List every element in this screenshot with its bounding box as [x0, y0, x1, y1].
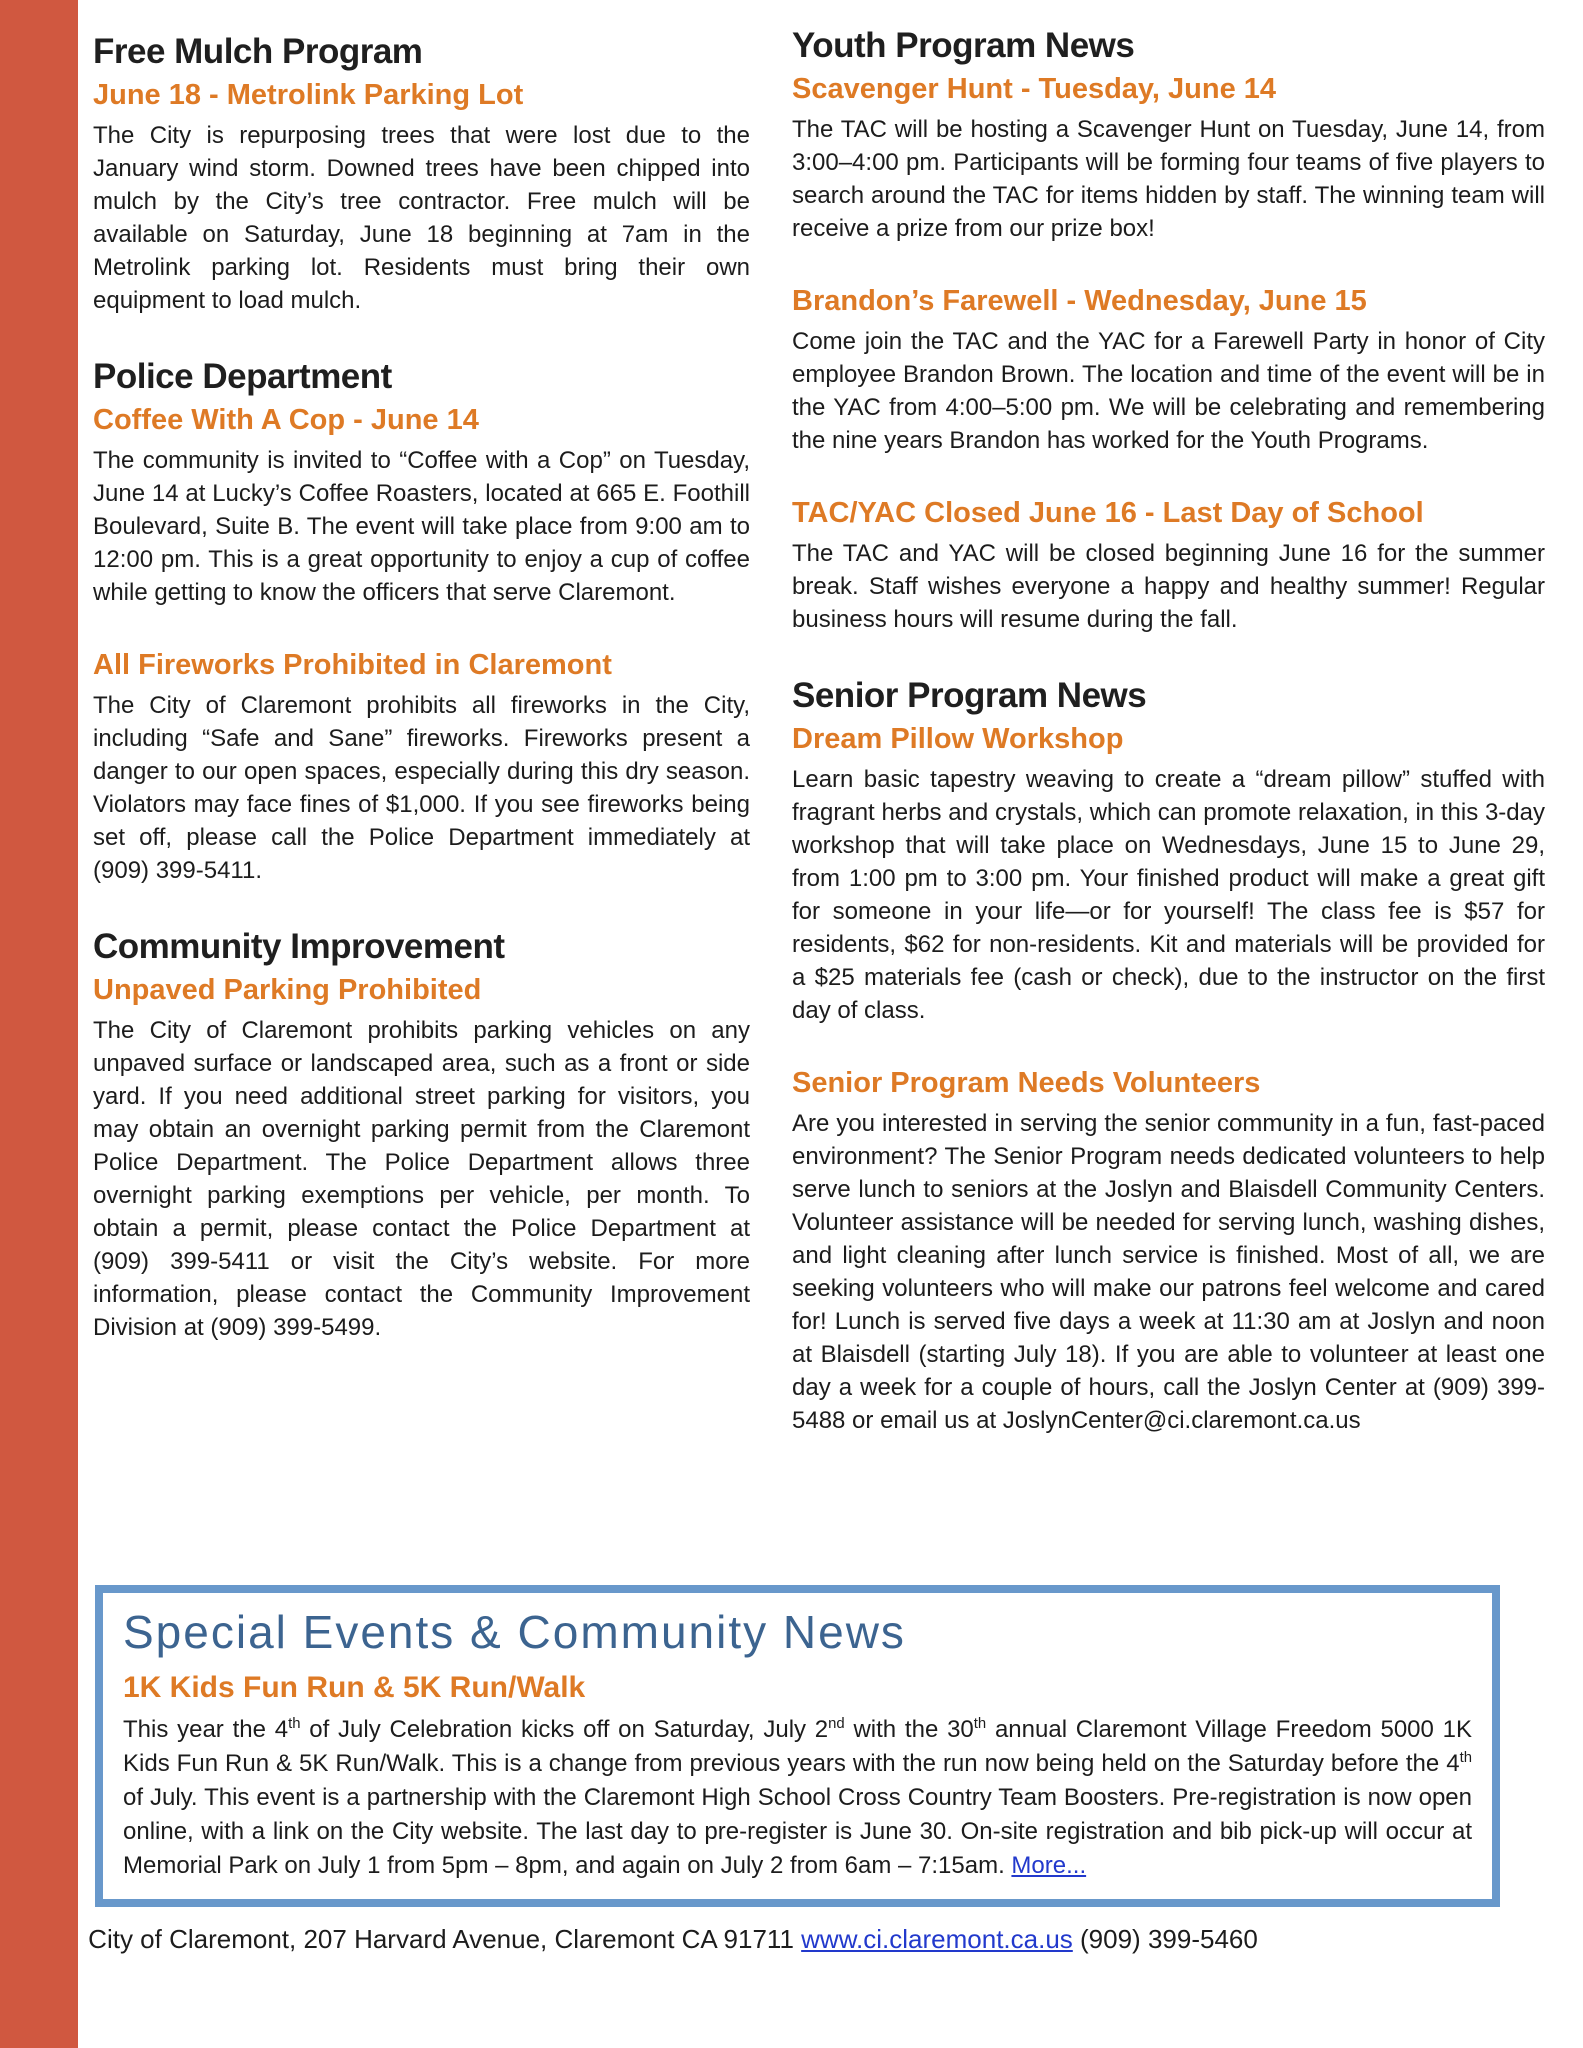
article-subheading: All Fireworks Prohibited in Claremont	[93, 649, 612, 681]
section-community-improvement	[93, 925, 750, 1344]
special-events-title: Special Events & Community News	[123, 1606, 906, 1658]
page-footer	[78, 1922, 1268, 1956]
article-body: The City of Claremont prohibits parking vehicles on any unpaved surface or landscaped area, such as a front or side yard. If you need additional street parking for visitors, you may obtain an overnight parking permit from the Claremont Police Department. The Police Department allows three overnight parking exemptions per vehicle, per month. To obtain a permit, please contact the Police Department at (909) 399-5411 or visit the City’s website. For more information, please contact the Community Improvement Division at (909) 399-5499.	[93, 1017, 750, 1341]
article-body: The City is repurposing trees that were lost due to the January wind storm. Downed trees have been chipped into mulch by the City’s tree contractor. Free mulch will be available on Saturday, June 18 beginning at 7am in the Metrolink parking lot. Residents must bring their own equipment to load mulch.	[93, 122, 750, 314]
section-heading: Community Improvement	[93, 927, 505, 966]
article-body: The City of Claremont prohibits all fireworks in the City, including “Safe and Sane” fireworks. Fireworks present a danger to our open spaces, especially during this dry season. Violators may face fines of $1,000. If you see fireworks being set off, please call the Police Department immediately at (909) 399-5411.	[93, 692, 750, 884]
section-fireworks-prohibited	[93, 647, 750, 887]
fun-run-body	[123, 1713, 1472, 1883]
more-link[interactable]: More...	[1011, 1852, 1087, 1879]
section-heading: Police Department	[93, 357, 392, 396]
ordinal-superscript: nd	[828, 1716, 845, 1732]
section-senior-volunteers	[792, 1065, 1545, 1437]
body-text-segment: of July. This event is a partnership with the Claremont High School Cross Country Team Boosters. Pre-registration is now open online, with a link on the City website. The last day to pre-register is June 30. On-site registration and bib pick-up will occur at Memorial Park on July 1 from 5pm – 8pm, and again on July 2 from 6am – 7:15am.	[123, 1784, 1472, 1879]
article-subheading: Unpaved Parking Prohibited	[93, 974, 482, 1006]
left-accent-bar	[0, 0, 78, 2048]
section-free-mulch-program	[93, 30, 750, 317]
article-body: Come join the TAC and the YAC for a Farewell Party in honor of City employee Brandon Brown. The location and time of the event will be in the YAC from 4:00–5:00 pm. We will be celebrating and remembering the nine years Brandon has worked for the Youth Programs.	[792, 328, 1545, 454]
body-text-segment: of July Celebration kicks off on Saturday, July 2	[300, 1716, 829, 1743]
section-youth-program-news	[792, 24, 1545, 245]
ordinal-superscript: th	[1459, 1750, 1472, 1766]
article-body: Learn basic tapestry weaving to create a “dream pillow” stuffed with fragrant herbs and crystals, which can promote relaxation, in this 3-day workshop that will take place on Wednesdays, June 15 to June 29, from 1:00 pm to 3:00 pm. Your finished product will make a great gift for someone in your life—or for yourself! The class fee is $57 for residents, $62 for non-residents. Kit and materials will be provided for a $25 materials fee (cash or check), due to the instructor on the first day of class.	[792, 766, 1545, 1024]
article-body: Are you interested in serving the senior community in a fun, fast-paced environment? The Senior Program needs dedicated volunteers to help serve lunch to seniors at the Joslyn and Blaisdell Community Centers. Volunteer assistance will be needed for serving lunch, washing dishes, and light cleaning after lunch service is finished. Most of all, we are seeking volunteers who will make our patrons feel welcome and cared for! Lunch is served five days a week at 11:30 am at Joslyn and noon at Blaisdell (starting July 18). If you are able to volunteer at least one day a week for a couple of hours, call the Joslyn Center at (909) 399-5488 or email us at JoslynCenter@ci.claremont.ca.us	[792, 1110, 1545, 1434]
article-body: The TAC and YAC will be closed beginning June 16 for the summer break. Staff wishes everyone a happy and healthy summer! Regular business hours will resume during the fall.	[792, 540, 1545, 633]
special-events-box	[95, 1585, 1500, 1907]
section-senior-program-news	[792, 674, 1545, 1027]
body-text-segment: This year the 4	[123, 1716, 289, 1743]
article-subheading: Scavenger Hunt - Tuesday, June 14	[792, 73, 1277, 105]
section-heading: Youth Program News	[792, 26, 1135, 65]
section-tac-yac-closed	[792, 495, 1545, 636]
section-brandons-farewell	[792, 283, 1545, 457]
body-text-segment: with the 30	[844, 1716, 974, 1743]
left-column	[93, 30, 750, 1382]
article-subheading: Coffee With A Cop - June 14	[93, 404, 479, 436]
footer-address: City of Claremont, 207 Harvard Avenue, Claremont CA 91711	[88, 1924, 802, 1954]
article-body: The community is invited to “Coffee with a Cop” on Tuesday, June 14 at Lucky’s Coffee Roasters, located at 665 E. Foothill Boulevard, Suite B. The event will take place from 9:00 am to 12:00 pm. This is a great opportunity to enjoy a cup of coffee while getting to know the officers that serve Claremont.	[93, 447, 750, 606]
article-subheading: Brandon’s Farewell - Wednesday, June 15	[792, 285, 1367, 317]
article-body: The TAC will be hosting a Scavenger Hunt on Tuesday, June 14, from 3:00–4:00 pm. Participants will be forming four teams of five players to search around the TAC for items hidden by staff. The winning team will receive a prize from our prize box!	[792, 116, 1545, 242]
article-subheading: Dream Pillow Workshop	[792, 723, 1124, 755]
section-police-department	[93, 355, 750, 609]
footer-phone: (909) 399-5460	[1072, 1924, 1258, 1954]
body-text-segment: annual Claremont Village Freedom 5000 1K Kids Fun Run & 5K Run/Walk. This is a change from previous years with the run now being held on the Saturday before the 4	[123, 1716, 1473, 1777]
article-subheading: June 18 - Metrolink Parking Lot	[93, 79, 524, 111]
right-column	[792, 24, 1545, 1475]
article-subheading: Senior Program Needs Volunteers	[792, 1067, 1261, 1099]
ordinal-superscript: th	[288, 1716, 301, 1732]
ordinal-superscript: th	[973, 1716, 987, 1732]
article-subheading: TAC/YAC Closed June 16 - Last Day of School	[792, 497, 1424, 529]
fun-run-subheading: 1K Kids Fun Run & 5K Run/Walk	[123, 1671, 586, 1704]
section-heading: Free Mulch Program	[93, 32, 423, 71]
section-heading: Senior Program News	[792, 676, 1147, 715]
footer-website-link[interactable]: www.ci.claremont.ca.us	[801, 1924, 1073, 1954]
